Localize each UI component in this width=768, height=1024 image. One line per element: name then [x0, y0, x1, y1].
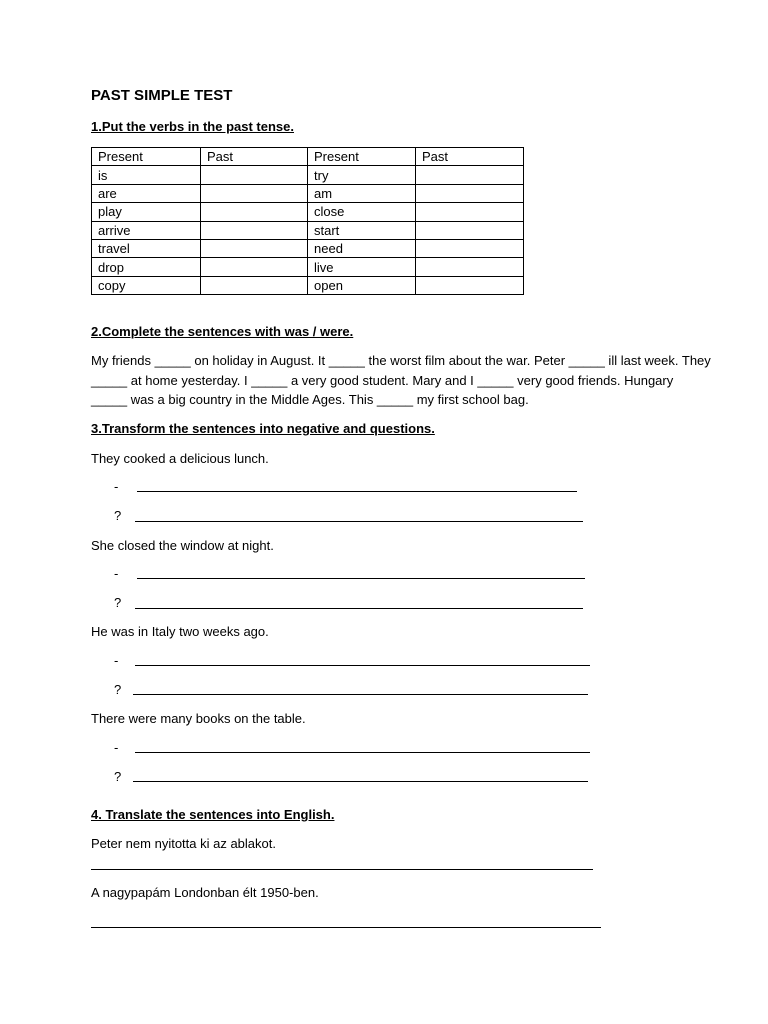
- past-answer-cell: [416, 258, 524, 276]
- past-answer-cell: [201, 258, 308, 276]
- past-answer-cell: [416, 276, 524, 294]
- past-answer-cell: [201, 184, 308, 202]
- answer-line: [135, 665, 590, 666]
- present-verb-cell: need: [308, 239, 416, 257]
- present-verb-cell: open: [308, 276, 416, 294]
- answer-line: [135, 608, 583, 609]
- table-row: [92, 221, 524, 239]
- past-answer-cell: [416, 221, 524, 239]
- present-verb-cell: drop: [92, 258, 201, 276]
- present-verb-cell: close: [308, 203, 416, 221]
- table-row: [92, 276, 524, 294]
- section-3-heading: 3.Transform the sentences into negative and questions.: [91, 421, 435, 436]
- fill-in-paragraph: My friends _____ on holiday in August. It _____ the worst film about the war. Peter _____ ill last week. They _____ at home yesterday. I _____ a very good student. Mary and I _____ very good friends. Hungary _____ was a big country in the Middle Ages. This _____ my first school bag.: [91, 353, 711, 407]
- question-marker: ?: [114, 769, 122, 784]
- negative-marker: -: [114, 653, 119, 668]
- table-row: [92, 184, 524, 202]
- present-verb-cell: are: [92, 184, 201, 202]
- present-verb-cell: arrive: [92, 221, 201, 239]
- negative-marker: -: [114, 566, 119, 581]
- answer-line: [91, 927, 601, 928]
- answer-line: [135, 521, 583, 522]
- past-answer-cell: [201, 221, 308, 239]
- past-answer-cell: [416, 166, 524, 184]
- answer-line: [135, 752, 590, 753]
- table-row: [92, 258, 524, 276]
- table-row: [92, 166, 524, 184]
- table-header-row: [92, 148, 524, 166]
- section-2-heading: 2.Complete the sentences with was / were.: [91, 324, 354, 339]
- table-header-cell: Past: [416, 148, 524, 166]
- answer-line: [137, 578, 585, 579]
- table-header-cell: Present: [92, 148, 201, 166]
- question-marker: ?: [114, 682, 122, 697]
- present-verb-cell: live: [308, 258, 416, 276]
- translate-sentence: Peter nem nyitotta ki az ablakot.: [91, 836, 276, 851]
- present-verb-cell: try: [308, 166, 416, 184]
- section-1-heading: 1.Put the verbs in the past tense.: [91, 119, 294, 134]
- transform-sentence: She closed the window at night.: [91, 538, 274, 553]
- present-verb-cell: play: [92, 203, 201, 221]
- past-answer-cell: [201, 239, 308, 257]
- question-marker: ?: [114, 595, 122, 610]
- past-answer-cell: [416, 203, 524, 221]
- past-answer-cell: [201, 166, 308, 184]
- answer-line: [137, 491, 577, 492]
- present-verb-cell: am: [308, 184, 416, 202]
- translate-sentence: A nagypapám Londonban élt 1950-ben.: [91, 885, 319, 900]
- answer-line: [133, 694, 588, 695]
- past-answer-cell: [416, 184, 524, 202]
- table-row: [92, 239, 524, 257]
- transform-sentence: They cooked a delicious lunch.: [91, 451, 269, 466]
- question-marker: ?: [114, 508, 122, 523]
- past-answer-cell: [416, 239, 524, 257]
- table-header-cell: Past: [201, 148, 308, 166]
- present-verb-cell: start: [308, 221, 416, 239]
- page-title: PAST SIMPLE TEST: [91, 87, 233, 104]
- answer-line: [91, 869, 593, 870]
- past-answer-cell: [201, 203, 308, 221]
- past-answer-cell: [201, 276, 308, 294]
- present-verb-cell: copy: [92, 276, 201, 294]
- present-verb-cell: is: [92, 166, 201, 184]
- section-4-heading: 4. Translate the sentences into English.: [91, 807, 335, 822]
- transform-sentence: He was in Italy two weeks ago.: [91, 624, 269, 639]
- answer-line: [133, 781, 588, 782]
- table-header-cell: Present: [308, 148, 416, 166]
- negative-marker: -: [114, 740, 119, 755]
- negative-marker: -: [114, 479, 119, 494]
- present-verb-cell: travel: [92, 239, 201, 257]
- table-row: [92, 203, 524, 221]
- transform-sentence: There were many books on the table.: [91, 711, 306, 726]
- verb-table: [91, 147, 524, 295]
